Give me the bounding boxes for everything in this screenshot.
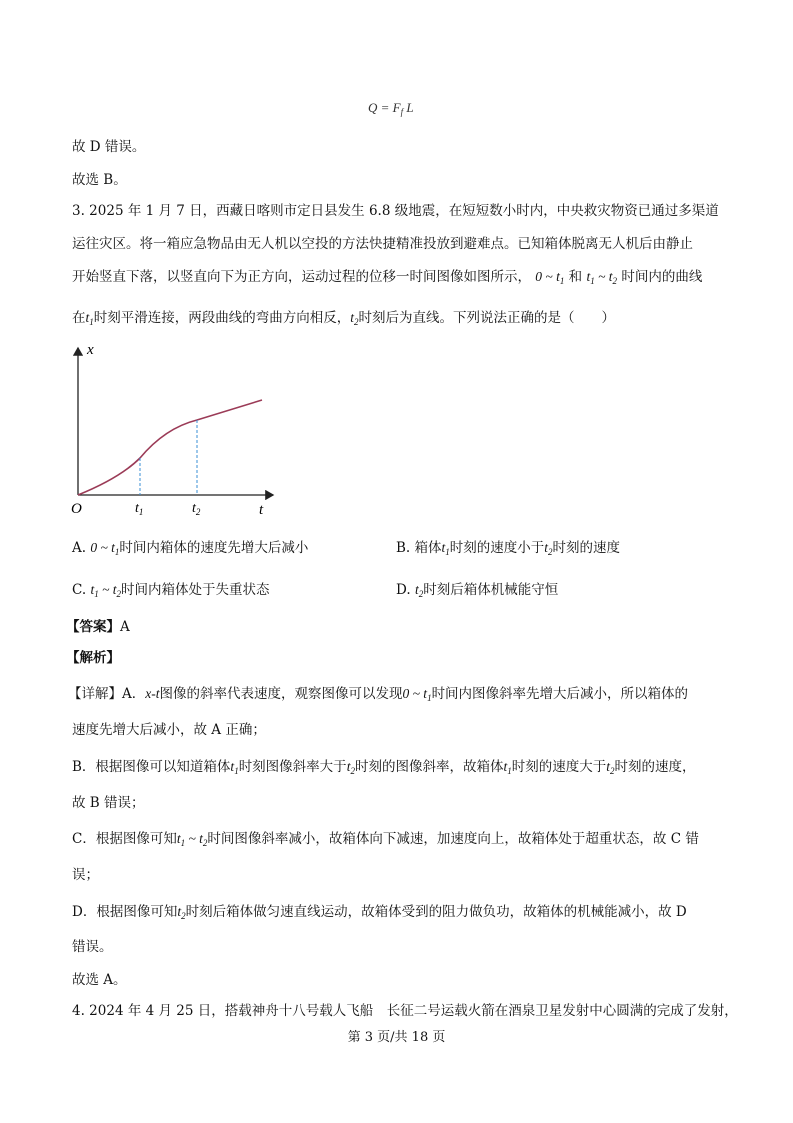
q4-line1: 4. 2024 年 4 月 25 日，搭载神舟十八号载人飞船 长征二号运载火箭在酒泉卫星发射中心圆满的完成了发射， [72, 1003, 738, 1019]
option-d[interactable]: D. $t_2$时刻后箱体机械能守恒 [396, 582, 559, 599]
detail-choose: 故选 A。 [72, 972, 127, 988]
detail-b-line1: B．根据图像可以知道箱体$t_1$时刻图像斜率大于$t_2$时刻的图像斜率，故箱体$t_1$时刻的速度大于$t_2$时刻的速度， [72, 759, 696, 776]
detail-a-line1: 【详解】A．x-t图像的斜率代表速度，观察图像可以发现0 ~ $t_1$时间内图像斜率先增大后减小，所以箱体的 [68, 686, 689, 703]
prev-choose: 故选 B。 [72, 172, 127, 188]
q3-line1: 3. 2025 年 1 月 7 日，西藏日喀则市定日县发生 6.8 级地震，在短短数小时内，中央救灾物资已通过多渠道 [72, 203, 719, 219]
answer: 【答案】A [66, 619, 130, 635]
t2-label: $t_2$ [192, 501, 201, 517]
option-c[interactable]: C. $t_1$ ~ $t_2$时间内箱体处于失重状态 [72, 582, 270, 599]
prev-d-wrong: 故 D 错误。 [72, 139, 146, 155]
analysis-label: 【解析】 [66, 650, 120, 666]
x-t-curve [78, 400, 262, 495]
detail-c-line2: 误； [72, 867, 99, 883]
range-0-t1: 0 ~ $t_1$ [535, 269, 565, 286]
page-footer: 第 3 页/共 18 页 [347, 1030, 446, 1045]
detail-a-line2: 速度先增大后减小，故 A 正确； [72, 722, 266, 738]
t1-label: $t_1$ [135, 501, 144, 517]
origin-label: O [71, 501, 82, 517]
q3-line4: 在$t_1$时刻平滑连接，两段曲线的弯曲方向相反，$t_2$时刻后为直线。下列说法正确的是（ ） [72, 310, 616, 327]
displacement-time-graph [65, 338, 325, 528]
detail-d-line1: D．根据图像可知$t_2$时刻后箱体做匀速直线运动，故箱体受到的阻力做负功，故箱体的机械能减小，故 D [72, 904, 687, 921]
option-b[interactable]: B. 箱体$t_1$时刻的速度小于$t_2$时刻的速度 [396, 540, 621, 557]
q3-line3: 开始竖直下落，以竖直向下为正方向，运动过程的位移一时间图像如图所示， 0 ~ $t_1$ 和 $t_1$ ~ $t_2$ 时间内的曲线 [72, 269, 703, 286]
t-axis-label: t [259, 502, 264, 518]
detail-b-line2: 故 B 错误； [72, 795, 145, 811]
detail-c-line1: C．根据图像可知$t_1$ ~ $t_2$时间图像斜率减小，故箱体向下减速，加速度向上，故箱体处于超重状态，故 C 错 [72, 831, 699, 848]
x-axis-label: x [87, 342, 94, 358]
detail-d-line2: 错误。 [72, 939, 113, 955]
q3-line2: 运往灾区。将一箱应急物品由无人机以空投的方法快捷精准投放到避难点。已知箱体脱离无人机后由静止 [72, 236, 693, 252]
energy-equation: $Q = F_f$ L [368, 100, 414, 117]
range-t1-t2: $t_1$ ~ $t_2$ [586, 269, 618, 286]
option-a[interactable]: A. 0 ~ $t_1$时间内箱体的速度先增大后减小 [72, 540, 309, 557]
